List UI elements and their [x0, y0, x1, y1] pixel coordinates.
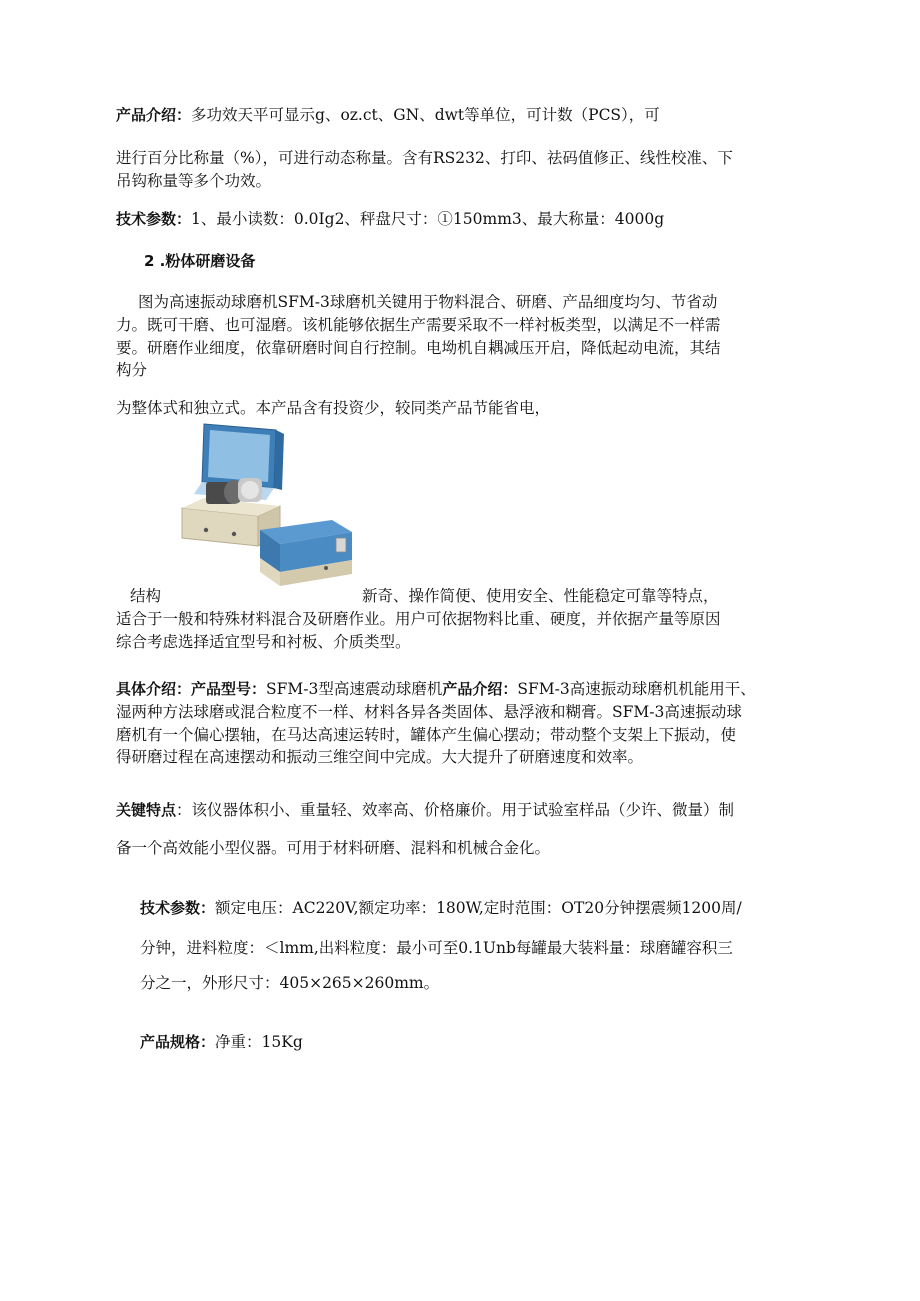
ball-mill-image: [176, 420, 356, 590]
features-line-2: 适合于一般和特殊材料混合及研磨作业。用户可依据物料比重、硬度，并依据产量等原因: [116, 610, 721, 628]
tech-params2-line-2: 分钟，进料粒度：＜lmm,出料粒度：最小可至0.1Unb每罐最大装料量：球磨罐容积三: [140, 939, 733, 957]
tech-params-line: [116, 208, 664, 230]
intro-label: 产品介绍：: [442, 680, 518, 698]
product-intro-line-2: 进行百分比称量（%），可进行动态称量。含有RS232、打印、祛码值修正、线性校准、下: [116, 149, 733, 167]
tech-params2-line-1: [140, 897, 742, 919]
detail-line-3: 磨机有一个偏心摆轴，在马达高速运转时，罐体产生偏心摆动；带动整个支架上下振动，使: [116, 726, 737, 744]
key-features-text-1: ：该仪器体积小、重量轻、效率高、价格廉价。用于试验室样品（少许、微量）制: [176, 801, 735, 819]
model-label: 产品型号：: [191, 680, 267, 698]
model-text: SFM-3型高速震动球磨机: [266, 680, 443, 698]
tech-params2-line-3: 分之一，外形尺寸：405×265×260mm。: [140, 974, 440, 992]
detail-line-2: 湿两种方法球磨或混合粒度不一样、材料各异各类固体、悬浮液和糊膏。SFM-3高速振动球: [116, 703, 742, 721]
desc-line-5: 为整体式和独立式。本产品含有投资少，较同类产品节能省电，: [116, 399, 551, 417]
desc-line-2: 力。既可干磨、也可湿磨。该机能够依据生产需要采取不一样衬板类型，以满足不一样需: [116, 316, 721, 334]
desc-line-1: 图为高速振动球磨机SFM-3球磨机关键用于物料混合、研磨、产品细度均匀、节省动: [138, 293, 718, 311]
key-features-line-1: [116, 799, 734, 821]
product-intro-text-1: 多功效天平可显示g、oz.ct、GN、dwt等单位，可计数（PCS），可: [191, 106, 660, 124]
section-heading: 2 .粉体研磨设备: [144, 252, 256, 270]
tech-params-label: 技术参数：: [116, 210, 192, 228]
product-intro-line-1: [116, 104, 660, 126]
tech-params2-label: 技术参数：: [140, 899, 216, 917]
key-features-label: 关键特点: [116, 801, 177, 819]
spec-text: 净重：15Kg: [215, 1033, 303, 1051]
product-intro-line-3: 吊钩称量等多个功效。: [116, 172, 272, 190]
tech-params2-text-1: 额定电压：AC220V,额定功率：180W,定时范围：OT20分钟摆震频1200周/: [215, 899, 742, 917]
tech-params-text: 1、最小读数：0.0Ig2、秤盘尺寸：①150mm3、最大称量：4000g: [191, 210, 665, 228]
detail-line-4: 得研磨过程在高速摆动和振动三维空间中完成。大大提升了研磨速度和效率。: [116, 748, 644, 766]
desc-line-3: 要。研磨作业细度，依靠研磨时间自行控制。电坳机自耦减压开启，降低起动电流，其结: [116, 339, 721, 357]
features-line-1: 新奇、操作简便、使用安全、性能稳定可靠等特点，: [362, 587, 719, 605]
spec-label: 产品规格：: [140, 1033, 216, 1051]
detail-label: 具体介绍：: [116, 680, 192, 698]
features-line-3: 综合考虑选择适宜型号和衬板、介质类型。: [116, 633, 411, 651]
intro-text: SFM-3高速振动球磨机机能用干、: [517, 680, 756, 698]
spec-line: [140, 1031, 303, 1053]
structure-word: 结构: [130, 587, 162, 605]
product-intro-label: 产品介绍：: [116, 106, 192, 124]
detail-line-1: [116, 678, 756, 700]
key-features-line-2: 备一个高效能小型仪器。可用于材料研磨、混料和机械合金化。: [116, 839, 551, 857]
desc-line-4: 构分: [116, 361, 148, 379]
